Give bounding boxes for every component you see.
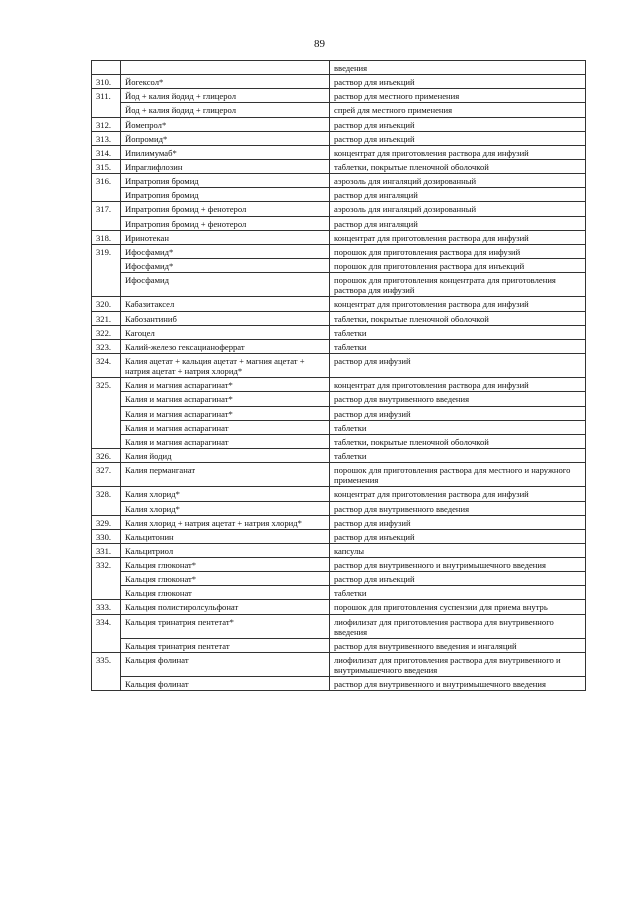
table-row (92, 677, 586, 691)
table-row (92, 378, 586, 392)
dosage-form: таблетки, покрытые пленочной оболочкой (330, 159, 586, 173)
row-number: 332. (92, 558, 121, 600)
dosage-form: таблетки (330, 448, 586, 462)
table-row (92, 529, 586, 543)
dosage-form: раствор для ингаляций (330, 216, 586, 230)
dosage-form: раствор для внутривенного введения (330, 392, 586, 406)
table-row (92, 244, 586, 258)
drug-name: Кальция тринатрия пентетат (121, 638, 330, 652)
dosage-form: раствор для инфузий (330, 515, 586, 529)
dosage-form: лиофилизат для приготовления раствора для внутривенного введения (330, 614, 586, 638)
row-number: 329. (92, 515, 121, 529)
dosage-form: порошок для приготовления раствора для инфузий (330, 244, 586, 258)
dosage-form: концентрат для приготовления раствора для инфузий (330, 230, 586, 244)
drug-name: Калия и магния аспарагинат* (121, 392, 330, 406)
drug-name: Калия и магния аспарагинат* (121, 406, 330, 420)
dosage-form: раствор для инъекций (330, 117, 586, 131)
table-row (92, 339, 586, 353)
drug-name: Ипратропия бромид (121, 174, 330, 188)
dosage-form: концентрат для приготовления раствора для инфузий (330, 145, 586, 159)
drug-name: Кальцитриол (121, 543, 330, 557)
drug-name: Йопромид* (121, 131, 330, 145)
dosage-form: таблетки, покрытые пленочной оболочкой (330, 311, 586, 325)
row-number: 326. (92, 448, 121, 462)
drug-name: Ифосфамид* (121, 244, 330, 258)
table-row (92, 392, 586, 406)
table-row (92, 174, 586, 188)
drug-name: Калия и магния аспарагинат (121, 420, 330, 434)
table-row (92, 273, 586, 297)
drug-name: Калия и магния аспарагинат* (121, 378, 330, 392)
table-row (92, 406, 586, 420)
drug-table (91, 60, 586, 691)
drug-name: Калия перманганат (121, 463, 330, 487)
table-row (92, 145, 586, 159)
dosage-form: раствор для внутривенного введения и ингаляций (330, 638, 586, 652)
drug-name: Ипилимумаб* (121, 145, 330, 159)
row-number: 334. (92, 614, 121, 652)
table-row (92, 258, 586, 272)
table-row (92, 216, 586, 230)
drug-name: Кальция глюконат* (121, 558, 330, 572)
table-row (92, 638, 586, 652)
drug-name: Йод + калия йодид + глицерол (121, 89, 330, 103)
table-row (92, 434, 586, 448)
table-row (92, 487, 586, 501)
drug-name: Иринотекан (121, 230, 330, 244)
dosage-form: раствор для инфузий (330, 406, 586, 420)
drug-name: Ифосфамид* (121, 258, 330, 272)
dosage-form: аэрозоль для ингаляций дозированный (330, 174, 586, 188)
drug-name: Кальция глюконат (121, 586, 330, 600)
drug-table-body (92, 61, 586, 691)
drug-name: Йогексол* (121, 75, 330, 89)
drug-name: Ипратропия бромид + фенотерол (121, 202, 330, 216)
dosage-form: таблетки, покрытые пленочной оболочкой (330, 434, 586, 448)
row-number: 317. (92, 202, 121, 230)
table-row (92, 159, 586, 173)
dosage-form: раствор для инъекций (330, 572, 586, 586)
dosage-form: раствор для внутривенного введения (330, 501, 586, 515)
row-number: 331. (92, 543, 121, 557)
dosage-form: порошок для приготовления раствора для инъекций (330, 258, 586, 272)
dosage-form: раствор для ингаляций (330, 188, 586, 202)
table-row (92, 586, 586, 600)
table-row (92, 297, 586, 311)
table-row (92, 653, 586, 677)
table-row (92, 463, 586, 487)
dosage-form: таблетки (330, 339, 586, 353)
drug-name: Йод + калия йодид + глицерол (121, 103, 330, 117)
table-row (92, 89, 586, 103)
row-number: 314. (92, 145, 121, 159)
row-number: 312. (92, 117, 121, 131)
dosage-form: раствор для инъекций (330, 529, 586, 543)
dosage-form: спрей для местного применения (330, 103, 586, 117)
table-row (92, 353, 586, 377)
drug-name: Кальция полистиролсульфонат (121, 600, 330, 614)
dosage-form: раствор для внутривенного и внутримышечного введения (330, 677, 586, 691)
table-row (92, 61, 586, 75)
table-row (92, 501, 586, 515)
drug-name: Калия хлорид + натрия ацетат + натрия хлорид* (121, 515, 330, 529)
dosage-form: таблетки (330, 420, 586, 434)
table-row (92, 325, 586, 339)
table-row (92, 188, 586, 202)
dosage-form: порошок для приготовления раствора для местного и наружного применения (330, 463, 586, 487)
row-number: 324. (92, 353, 121, 377)
table-row (92, 448, 586, 462)
table-row (92, 103, 586, 117)
table-row (92, 600, 586, 614)
dosage-form: таблетки (330, 586, 586, 600)
dosage-form: раствор для внутривенного и внутримышечного введения (330, 558, 586, 572)
dosage-form: раствор для инъекций (330, 131, 586, 145)
dosage-form: порошок для приготовления суспензии для приема внутрь (330, 600, 586, 614)
drug-name: Йомепрол* (121, 117, 330, 131)
row-number: 310. (92, 75, 121, 89)
dosage-form: концентрат для приготовления раствора для инфузий (330, 378, 586, 392)
table-row (92, 558, 586, 572)
page-number: 89 (314, 38, 325, 50)
row-number: 327. (92, 463, 121, 487)
drug-name: Кальция тринатрия пентетат* (121, 614, 330, 638)
drug-name (121, 61, 330, 75)
drug-name: Кабозантиниб (121, 311, 330, 325)
drug-name: Ипраглифлозин (121, 159, 330, 173)
dosage-form: концентрат для приготовления раствора для инфузий (330, 487, 586, 501)
table-row (92, 311, 586, 325)
row-number: 328. (92, 487, 121, 515)
row-number: 315. (92, 159, 121, 173)
dosage-form: концентрат для приготовления раствора для инфузий (330, 297, 586, 311)
dosage-form: лиофилизат для приготовления раствора для внутривенного и внутримышечного введения (330, 653, 586, 677)
drug-name: Кальцитонин (121, 529, 330, 543)
drug-name: Кагоцел (121, 325, 330, 339)
drug-name: Калия хлорид* (121, 501, 330, 515)
dosage-form: порошок для приготовления концентрата для приготовления раствора для инфузий (330, 273, 586, 297)
table-row (92, 543, 586, 557)
drug-name: Ипратропия бромид (121, 188, 330, 202)
table-row (92, 420, 586, 434)
table-row (92, 75, 586, 89)
dosage-form: аэрозоль для ингаляций дозированный (330, 202, 586, 216)
dosage-form: введения (330, 61, 586, 75)
dosage-form: раствор для инъекций (330, 75, 586, 89)
row-number: 330. (92, 529, 121, 543)
drug-name: Кальция глюконат* (121, 572, 330, 586)
row-number (92, 61, 121, 75)
drug-name: Калия хлорид* (121, 487, 330, 501)
row-number: 313. (92, 131, 121, 145)
row-number: 322. (92, 325, 121, 339)
drug-name: Кабазитаксел (121, 297, 330, 311)
row-number: 316. (92, 174, 121, 202)
table-row (92, 202, 586, 216)
row-number: 333. (92, 600, 121, 614)
table-row (92, 614, 586, 638)
row-number: 318. (92, 230, 121, 244)
table-row (92, 230, 586, 244)
table-row (92, 117, 586, 131)
table-row (92, 515, 586, 529)
dosage-form: таблетки (330, 325, 586, 339)
drug-name: Ифосфамид (121, 273, 330, 297)
row-number: 321. (92, 311, 121, 325)
drug-name: Калия ацетат + кальция ацетат + магния ацетат + натрия ацетат + натрия хлорид* (121, 353, 330, 377)
table-row (92, 572, 586, 586)
row-number: 311. (92, 89, 121, 117)
drug-name: Кальция фолинат (121, 677, 330, 691)
row-number: 325. (92, 378, 121, 449)
table-row (92, 131, 586, 145)
row-number: 323. (92, 339, 121, 353)
drug-name: Калия и магния аспарагинат (121, 434, 330, 448)
row-number: 335. (92, 653, 121, 691)
row-number: 319. (92, 244, 121, 297)
row-number: 320. (92, 297, 121, 311)
drug-name: Калий-железо гексацианоферрат (121, 339, 330, 353)
dosage-form: раствор для местного применения (330, 89, 586, 103)
drug-name: Кальция фолинат (121, 653, 330, 677)
drug-name: Ипратропия бромид + фенотерол (121, 216, 330, 230)
dosage-form: капсулы (330, 543, 586, 557)
dosage-form: раствор для инфузий (330, 353, 586, 377)
drug-name: Калия йодид (121, 448, 330, 462)
